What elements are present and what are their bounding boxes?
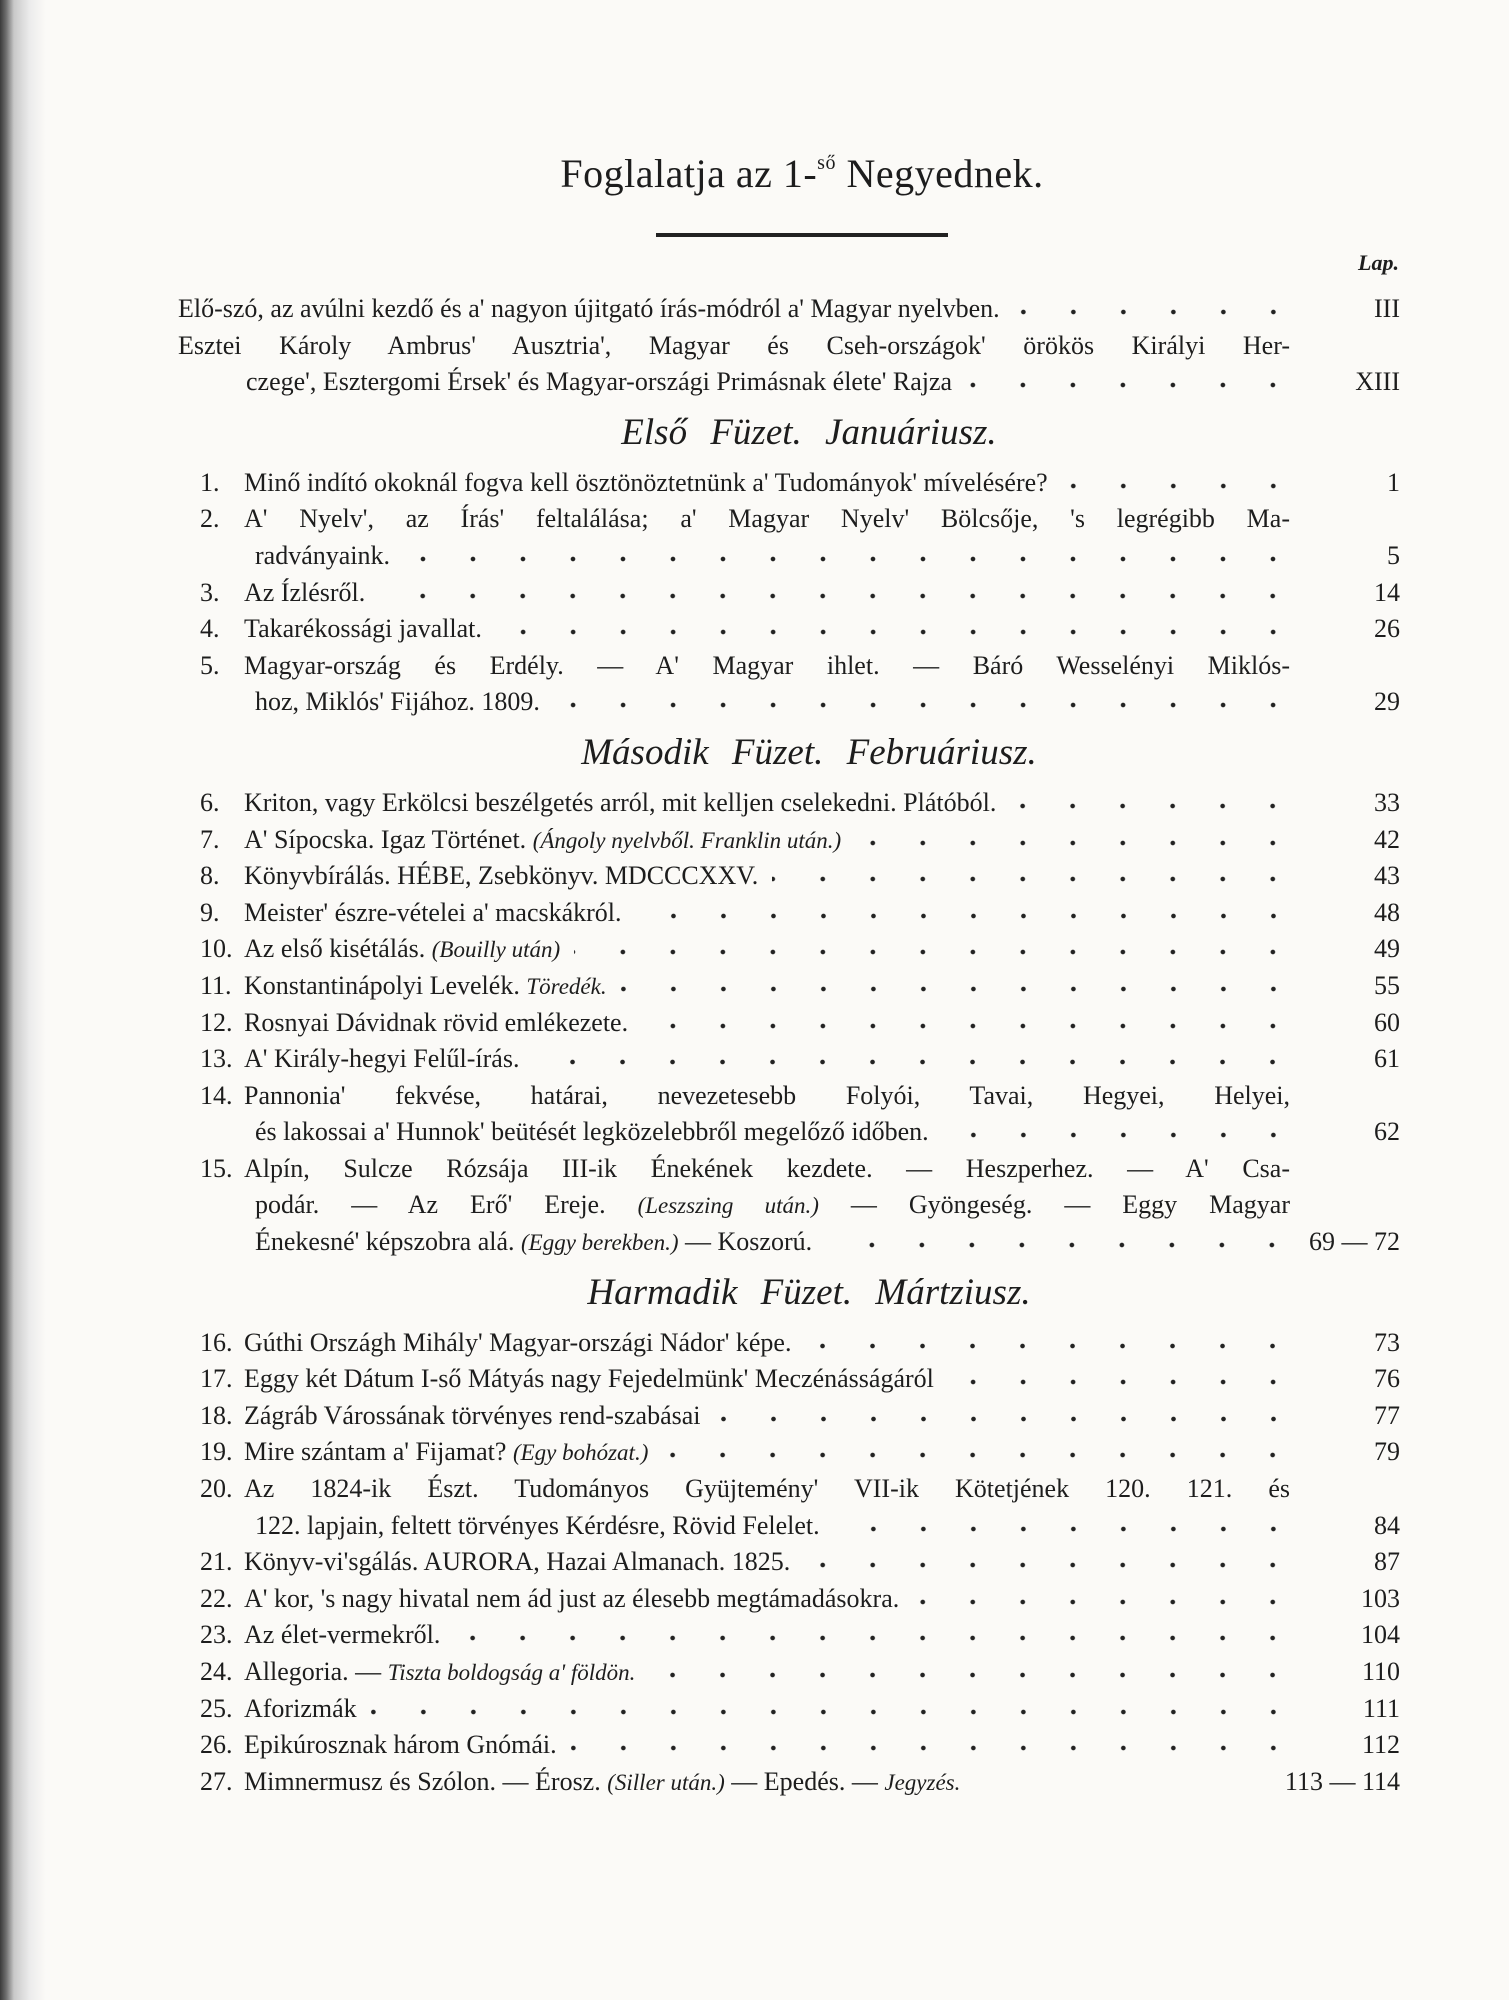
entry-title-part: czege', Esztergomi Érsek' és Magyar-országi Primásnak élete' Rajza (246, 367, 953, 397)
entry-page-number: 110 (1361, 1657, 1400, 1686)
entry-title-italic: Töredék. (526, 973, 607, 999)
entry-title (244, 1151, 1400, 1188)
entry-number: 18. (200, 1400, 233, 1430)
entry-page-number: 61 (1374, 1044, 1400, 1074)
entry-title-italic: (Leszszing után.) (637, 1193, 819, 1219)
toc-entry (178, 1041, 1400, 1078)
toc-entry-line (178, 501, 1400, 538)
entry-number: 11. (200, 970, 232, 1000)
entry-page-number: 5 (1387, 540, 1400, 570)
dot-leader (826, 1240, 1297, 1250)
dot-leader (533, 1057, 1298, 1067)
entry-title-part: Aforizmák (244, 1693, 357, 1723)
entry-title-italic: (Bouilly után) (431, 937, 561, 963)
entry-title (244, 501, 1400, 538)
entry-title (244, 1654, 635, 1692)
toc-entry (178, 1471, 1400, 1544)
toc-entry (178, 1727, 1400, 1764)
entry-title (244, 895, 622, 932)
dot-leader (454, 1633, 1298, 1643)
toc-entry-line (178, 1691, 1400, 1728)
entry-number: 4. (200, 614, 220, 644)
entry-title-part: Gúthi Országh Mihály' Magyar-országi Nádor' képe. (244, 1327, 792, 1357)
entry-title (244, 465, 1048, 502)
entry-page-number: 49 (1374, 934, 1400, 964)
entry-title-part: Énekesné' képszobra alá. (255, 1227, 522, 1257)
entry-number: 16. (200, 1327, 233, 1357)
toc-entry (178, 785, 1400, 822)
toc-entry-line (178, 1114, 1400, 1151)
entry-title (244, 1078, 1400, 1115)
entry-number: 21. (200, 1547, 233, 1577)
entry-title-part: Mimnermusz és Szólon. — Érosz. (244, 1766, 608, 1796)
dot-leader (948, 1377, 1298, 1387)
entry-number: 9. (200, 897, 220, 927)
entry-title-part: Allegoria. — (244, 1657, 388, 1686)
entry-page-number: 103 (1361, 1583, 1400, 1613)
toc-entry-line (178, 538, 1400, 575)
entry-title-part: 122. lapjain, feltett törvényes Kérdésre, Rövid Felelet. (255, 1510, 820, 1540)
entry-title (178, 1114, 929, 1151)
entry-number: 2. (200, 504, 220, 534)
toc-entry (178, 1325, 1400, 1362)
dot-leader (772, 874, 1298, 884)
toc-entry (178, 1691, 1400, 1728)
entry-page-number: 26 (1374, 614, 1400, 644)
entry-page-number: 62 (1374, 1117, 1400, 1147)
entry-number: 1. (200, 467, 220, 497)
toc-entry-line (178, 291, 1400, 328)
entry-number: 14. (200, 1080, 233, 1110)
section-heading: Első Füzet. Januáriusz. (621, 411, 997, 453)
entry-title (178, 328, 1400, 365)
toc-entry (178, 1654, 1400, 1691)
entry-page-number: 113 — 114 (1284, 1766, 1400, 1796)
entry-title (244, 1727, 557, 1764)
toc-entry (178, 1361, 1400, 1398)
dot-leader (966, 380, 1298, 390)
table-of-contents (178, 291, 1400, 1800)
entry-title-part: Rosnyai Dávidnak rövid emlékezete. (244, 1007, 629, 1037)
entry-number: 6. (200, 787, 220, 817)
entry-title (178, 1224, 812, 1262)
dot-leader (404, 554, 1298, 564)
entry-title (244, 858, 758, 895)
dot-leader (805, 1341, 1298, 1351)
entry-title (178, 538, 390, 575)
toc-entry-line (178, 575, 1400, 612)
toc-entry-line (178, 1224, 1400, 1261)
toc-entry (178, 968, 1400, 1005)
entry-title-italic: Tiszta boldogság a' földön. (387, 1660, 636, 1685)
entry-title (244, 1325, 791, 1362)
entry-number: 24. (200, 1657, 233, 1686)
entry-title-part: — Gyöngeség. — Eggy Magyar (818, 1190, 1290, 1220)
entry-page-number: 29 (1374, 687, 1400, 717)
entry-number: 5. (200, 650, 220, 680)
toc-entry-line (178, 1581, 1400, 1618)
entry-page-number: 42 (1374, 824, 1400, 854)
toc-entry-line (178, 1544, 1400, 1581)
entry-page-number: 69 — 72 (1309, 1227, 1400, 1257)
dot-leader (1014, 307, 1298, 317)
toc-entry-line (178, 1764, 1400, 1801)
toc-entry-line (178, 1508, 1400, 1545)
entry-title-part: Meister' észre-vételei a' macskákról. (244, 897, 622, 927)
entry-number: 25. (200, 1693, 233, 1723)
toc-entry (178, 501, 1400, 574)
entry-title (244, 1471, 1400, 1508)
toc-entry (178, 1581, 1400, 1618)
toc-entry (178, 822, 1400, 859)
entry-title-italic: Jegyzés. (884, 1769, 961, 1795)
entry-title-part: — Epedés. — (724, 1766, 885, 1796)
toc-entry-line (178, 1471, 1400, 1508)
entry-number: 3. (200, 577, 220, 607)
dot-leader (715, 1414, 1299, 1424)
entry-title-part: Elő-szó, az avúlni kezdő és a' nagyon újitgató írás-módról a' Magyar nyelvben. (178, 294, 1000, 323)
entry-page-number: 111 (1362, 1693, 1400, 1723)
dot-leader (913, 1597, 1298, 1607)
toc-entry (178, 931, 1400, 968)
entry-page-number: 55 (1374, 970, 1400, 1000)
dot-leader (636, 911, 1298, 921)
entry-number: 26. (200, 1730, 233, 1760)
entry-page-number: 1 (1387, 467, 1400, 497)
entry-number: 7. (200, 824, 220, 854)
toc-entry-line (178, 1361, 1400, 1398)
page-column-label: Lap. (1358, 250, 1399, 275)
entry-title (244, 611, 482, 648)
entry-number: 23. (200, 1620, 233, 1650)
toc-entry-line (178, 1617, 1400, 1654)
toc-entry (178, 1151, 1400, 1261)
toc-entry-line (178, 1325, 1400, 1362)
toc-entry (178, 1617, 1400, 1654)
entry-title-part: és lakossai a' Hunnok' beütését legközelebbről megelőző időben. (255, 1117, 929, 1147)
dot-leader (379, 591, 1298, 601)
toc-entry (178, 328, 1400, 401)
entry-title (244, 1398, 701, 1435)
entry-title-part: podár. — Az Erő' Ereje. (255, 1190, 638, 1220)
entry-title (178, 1508, 820, 1545)
toc-entry (178, 1398, 1400, 1435)
entry-page-number: 87 (1374, 1547, 1400, 1577)
entry-title (244, 1434, 648, 1472)
entry-page-number: 33 (1374, 787, 1400, 817)
entry-title-part: Könyvbírálás. HÉBE, Zsebkönyv. MDCCCXXV. (244, 861, 759, 891)
entry-number: 15. (200, 1153, 233, 1183)
entry-title (244, 1041, 519, 1078)
title-text: Foglalatja az 1- (560, 151, 818, 196)
entry-title (244, 648, 1400, 685)
entry-title (244, 1005, 628, 1042)
dot-leader (855, 838, 1298, 848)
toc-entry (178, 858, 1400, 895)
dot-leader (571, 1743, 1298, 1753)
entry-title-part: Takarékossági javallat. (244, 614, 482, 644)
entry-title (244, 575, 365, 612)
entry-title-part: radványaink. (255, 540, 391, 570)
toc-entry-line (178, 968, 1400, 1005)
toc-entry (178, 1434, 1400, 1471)
toc-entry-line (178, 1398, 1400, 1435)
entry-title-part: Az Ízlésről. (244, 577, 366, 607)
toc-entry-line (178, 328, 1400, 365)
toc-entry-line (178, 611, 1400, 648)
entry-title-part: A' Király-hegyi Felűl-írás. (244, 1044, 520, 1074)
dot-leader (642, 1021, 1298, 1031)
toc-entry (178, 291, 1400, 328)
entry-number: 10. (200, 934, 233, 964)
toc-entry-line (178, 1727, 1400, 1764)
dot-leader (574, 947, 1298, 957)
entry-number: 19. (200, 1437, 233, 1467)
entry-title-part: Az élet-vermekről. (244, 1620, 441, 1650)
dot-leader (834, 1524, 1298, 1534)
entry-title-part: Konstantinápolyi Levelék. (244, 970, 527, 1000)
dot-leader (621, 984, 1298, 994)
dot-leader (662, 1450, 1298, 1460)
toc-entry (178, 1544, 1400, 1581)
toc-entry-line (178, 465, 1400, 502)
entry-number: 20. (200, 1474, 233, 1504)
entry-title-part: Az első kisétálás. (244, 934, 432, 964)
toc-entry (178, 1005, 1400, 1042)
dot-leader (554, 700, 1298, 710)
toc-entry-line (178, 858, 1400, 895)
entry-title (178, 1187, 1400, 1225)
entry-title-italic: (Egy bohózat.) (512, 1440, 649, 1466)
toc-entry-line (178, 1434, 1400, 1471)
entry-title-part: Könyv-vi'sgálás. AURORA, Hazai Almanach. 1825. (244, 1547, 791, 1577)
entry-page-number: 77 (1374, 1400, 1400, 1430)
toc-entry-line (178, 1187, 1400, 1224)
entry-number: 27. (200, 1766, 233, 1796)
toc-entry-line (178, 1041, 1400, 1078)
dot-leader (804, 1560, 1298, 1570)
toc-entry (178, 1078, 1400, 1151)
dot-leader (1062, 481, 1298, 491)
entry-title (178, 364, 952, 401)
entry-title-part: A' Sípocska. Igaz Történet. (244, 824, 533, 854)
toc-entry-line (178, 1654, 1400, 1691)
entry-title-part: Alpín, Sulcze Rózsája III-ik Énekének kezdete. — Heszperhez. — A' Csa- (244, 1153, 1290, 1183)
book-binding-shadow (0, 0, 46, 2000)
title-text-end: Negyednek. (835, 151, 1044, 196)
entry-title (244, 1617, 440, 1654)
entry-title-part: Az 1824-ik Észt. Tudományos Gyüjtemény' VII-ik Kötetjének 120. 121. és (244, 1474, 1290, 1504)
entry-page-number: XIII (1355, 367, 1400, 397)
toc-entry-line (178, 822, 1400, 859)
dot-leader (943, 1130, 1298, 1140)
entry-page-number: 43 (1374, 861, 1400, 891)
entry-number: 13. (200, 1044, 233, 1074)
entry-title-part: Epikúrosznak három Gnómái. (244, 1730, 557, 1760)
entry-title-part: Minő indító okoknál fogva kell ösztönöztetnünk a' Tudományok' mívelésére? (244, 467, 1048, 497)
entry-title (244, 931, 560, 969)
entry-page-number: 84 (1374, 1510, 1400, 1540)
dot-leader (649, 1670, 1298, 1680)
entry-title-part: hoz, Miklós' Fijához. 1809. (255, 687, 540, 717)
entry-title-part: Magyar-ország és Erdély. — A' Magyar ihlet. — Báró Wesselényi Miklós- (244, 650, 1290, 680)
entry-title-italic: (Siller után.) (607, 1769, 725, 1795)
toc-entry (178, 575, 1400, 612)
entry-title-part: Eggy két Dátum I-ső Mátyás nagy Fejedelmünk' Meczénásságáról (244, 1364, 934, 1394)
section-heading: Második Füzet. Februáriusz. (581, 731, 1037, 773)
dot-leader (371, 1707, 1298, 1717)
entry-title-part: Kriton, vagy Erkölcsi beszélgetés arról, mit kelljen cselekedni. Plátóból. (244, 787, 997, 817)
toc-entry-line (178, 684, 1400, 721)
entry-number: 17. (200, 1364, 233, 1394)
entry-page-number: 60 (1374, 1007, 1400, 1037)
entry-title-part: Pannonia' fekvése, határai, nevezetesebb Folyói, Tavai, Hegyei, Helyei, (244, 1080, 1290, 1110)
toc-entry (178, 895, 1400, 932)
toc-entry (178, 611, 1400, 648)
entry-number: 22. (200, 1583, 233, 1613)
entry-title (244, 1764, 960, 1802)
entry-title (178, 291, 1000, 328)
entry-title (244, 785, 996, 822)
toc-entry-line (178, 1151, 1400, 1188)
dot-leader (1010, 801, 1298, 811)
entry-page-number: 76 (1374, 1364, 1400, 1394)
entry-title (244, 822, 841, 860)
entry-title-part: Zágráb Várossának törvényes rend-szabásai (244, 1400, 701, 1430)
title-superscript: ső (817, 152, 836, 174)
entry-page-number: III (1374, 294, 1400, 323)
dot-leader (496, 627, 1298, 637)
entry-title (244, 1544, 790, 1581)
toc-entry (178, 465, 1400, 502)
toc-entry-line (178, 1078, 1400, 1115)
entry-number: 8. (200, 861, 220, 891)
entry-title-italic: (Eggy berekben.) (521, 1230, 679, 1256)
toc-entry-line (178, 648, 1400, 685)
entry-title-part: A' Nyelv', az Írás' feltalálása; a' Magyar Nyelv' Bölcsője, 's legrégibb Ma- (244, 504, 1290, 534)
entry-title-part: — Koszorú. (678, 1227, 813, 1257)
entry-page-number: 48 (1374, 897, 1400, 927)
toc-entry-line (178, 785, 1400, 822)
entry-number: 12. (200, 1007, 233, 1037)
toc-entry (178, 1764, 1400, 1801)
entry-title-italic: (Ángoly nyelvből. Franklin után.) (532, 827, 842, 853)
entry-title-part: Esztei Károly Ambrus' Ausztria', Magyar és Cseh-országok' örökös Királyi Her- (178, 330, 1290, 360)
toc-entry-line (178, 364, 1400, 401)
entry-title (244, 968, 607, 1006)
entry-title (244, 1691, 357, 1728)
entry-page-number: 79 (1374, 1437, 1400, 1467)
section-heading: Harmadik Füzet. Mártziusz. (587, 1271, 1031, 1313)
entry-title (244, 1361, 934, 1398)
entry-title (244, 1581, 899, 1618)
page-title (0, 150, 1509, 197)
toc-entry (178, 648, 1400, 721)
entry-title (178, 684, 540, 721)
toc-entry-line (178, 895, 1400, 932)
entry-page-number: 73 (1374, 1327, 1400, 1357)
toc-entry-line (178, 1005, 1400, 1042)
entry-title-part: Mire szántam a' Fijamat? (244, 1437, 513, 1467)
toc-entry-line (178, 931, 1400, 968)
title-rule (656, 233, 948, 237)
entry-page-number: 112 (1361, 1730, 1400, 1760)
entry-page-number: 104 (1361, 1620, 1400, 1650)
entry-title-part: A' kor, 's nagy hivatal nem ád just az élesebb megtámadásokra. (244, 1583, 900, 1613)
entry-page-number: 14 (1374, 577, 1400, 607)
